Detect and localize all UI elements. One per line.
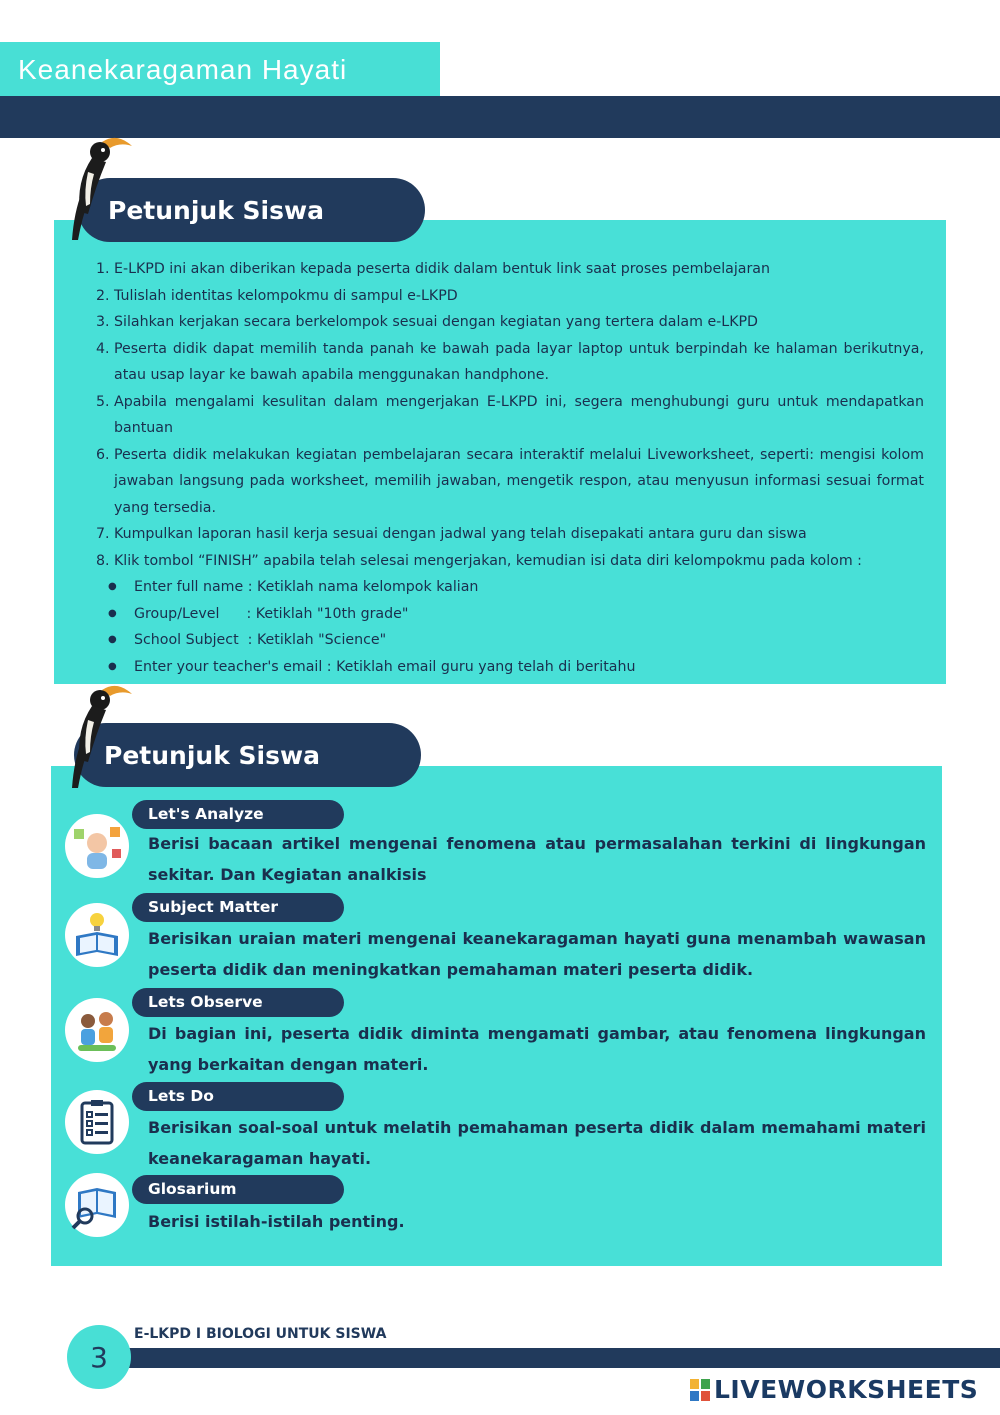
children-observe-icon <box>65 998 129 1062</box>
liveworksheets-mark-icon <box>690 1379 710 1401</box>
hornbill-icon <box>62 132 132 242</box>
step-item: 8. Klik tombol “FINISH” apabila telah selesai mengerjakan, kemudian isi data diri kelompokmu pada kolom : <box>96 552 862 569</box>
book-lightbulb-icon <box>65 903 129 967</box>
footer-label: E-LKPD I BIOLOGI UNTUK SISWA <box>134 1326 387 1342</box>
puzzle-thinking-icon <box>65 814 129 878</box>
step-item: 4. Peserta didik dapat memilih tanda panah ke bawah pada layar laptop untuk berpindah ke halaman berikutnya, atau usap layar ke bawah apabila menggunakan handphone. <box>96 340 924 383</box>
step-item: 5. Apabila mengalami kesulitan dalam mengerjakan E-LKPD ini, segera menghubungi guru untuk mendapatkan bantuan <box>96 393 924 436</box>
liveworksheets-brand: LIVEWORKSHEETS <box>714 1375 979 1404</box>
section2-heading-text: Petunjuk Siswa <box>104 740 320 770</box>
bullet-item: ● Group/Level : Ketiklah "10th grade" <box>134 601 924 628</box>
step-item: 6. Peserta didik melakukan kegiatan pembelajaran secara interaktif melalui Liveworksheet, seperti: mengisi kolom jawaban langsung pada worksheet, memilih jawaban, mengetik respon, atau menyusun informasi sesuai format yang tersedia. <box>96 446 924 516</box>
step-item: 1. E-LKPD ini akan diberikan kepada peserta didik dalam bentuk link saat proses pembelajaran <box>96 261 770 277</box>
section-description: Berisikan soal-soal untuk melatih pemahaman peserta didik dalam memahami materi keanekaragaman hayati. <box>148 1118 926 1168</box>
hornbill-icon <box>62 680 132 790</box>
section-label: Glosarium <box>132 1175 344 1204</box>
section-description: Berisi bacaan artikel mengenai fenomena atau permasalahan terkini di lingkungan sekitar. Dan Kegiatan analkisis <box>148 834 926 884</box>
section-label: Subject Matter <box>132 893 344 922</box>
step-item: 7. Kumpulkan laporan hasil kerja sesuai dengan jadwal yang telah disepakati antara guru dan siswa <box>96 526 807 542</box>
book-magnifier-icon <box>65 1173 129 1237</box>
section-label: Lets Observe <box>132 988 344 1017</box>
bullet-item: ● School Subject : Ketiklah "Science" <box>134 627 924 654</box>
section-description: Berisi istilah-istilah penting. <box>148 1212 405 1231</box>
footer-band <box>98 1348 1000 1368</box>
liveworksheets-logo[interactable] <box>690 1375 978 1404</box>
clipboard-checklist-icon <box>65 1090 129 1154</box>
section-label: Let's Analyze <box>132 800 344 829</box>
bullet-item: ● Enter full name : Ketiklah nama kelompok kalian <box>134 574 924 601</box>
form-fields-list <box>96 574 924 680</box>
section-description: Di bagian ini, peserta didik diminta mengamati gambar, atau fenomena lingkungan yang berkaitan dengan materi. <box>148 1024 926 1074</box>
step-item: 2. Tulislah identitas kelompokmu di sampul e-LKPD <box>96 287 458 304</box>
step-item: 3. Silahkan kerjakan secara berkelompok sesuai dengan kegiatan yang tertera dalam e-LKPD <box>96 314 758 330</box>
bullet-item: ● Enter your teacher's email : Ketiklah email guru yang telah di beritahu <box>134 654 924 681</box>
section-description: Berisikan uraian materi mengenai keanekaragaman hayati guna menambah wawasan peserta didik dan meningkatkan pemahaman materi peserta didik. <box>148 929 926 979</box>
instruction-steps <box>96 256 924 680</box>
section-label: Lets Do <box>132 1082 344 1111</box>
header-band <box>0 96 1000 138</box>
page-title: Keanekaragaman Hayati <box>18 54 348 85</box>
page-number: 3 <box>67 1325 131 1389</box>
section1-heading-text: Petunjuk Siswa <box>108 195 324 225</box>
